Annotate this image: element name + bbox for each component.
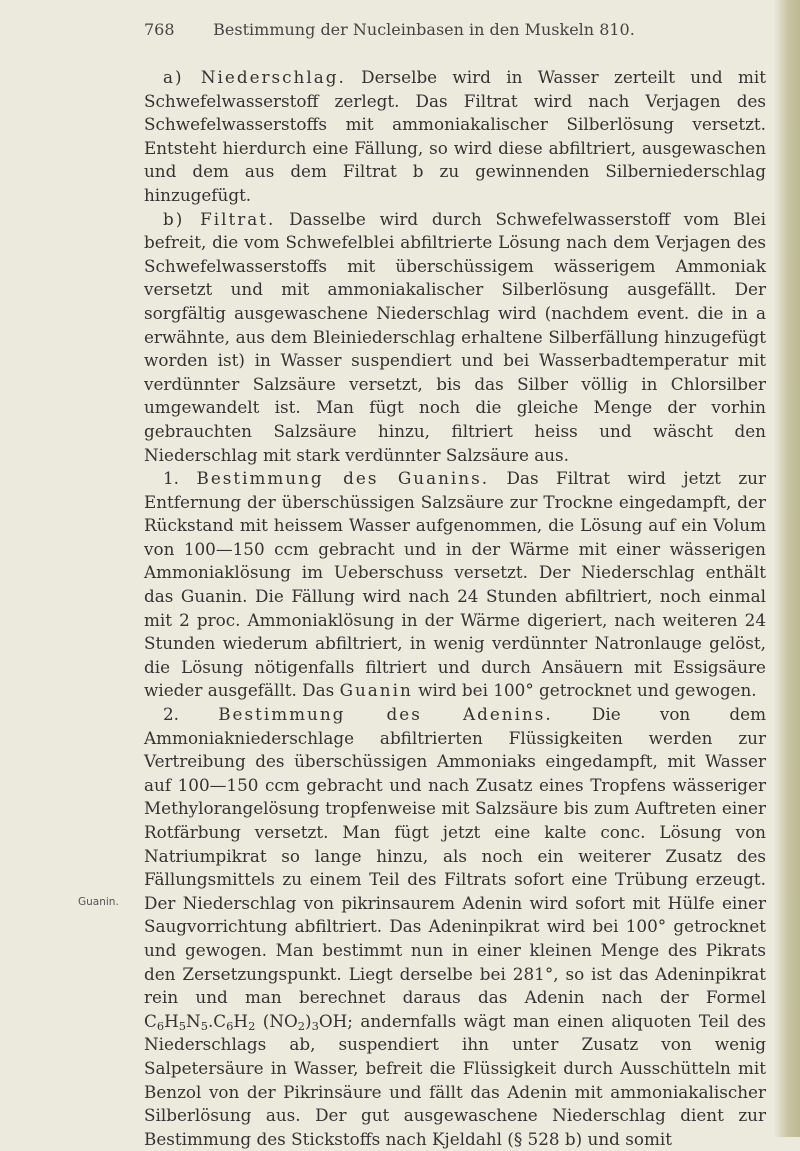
paragraph-text: ; andernfalls wägt man einen aliquoten Teil des Niederschlags ab, suspendiert ihn unter Zusatz von wenig Salpetersäure in Wasser, befreit die Flüssigkeit durch Ausschütteln mit Benzol von der Pikrinsäure und fällt das Adenin mit ammoniakalischer Silberlösung aus. Der gut ausgewaschene Niederschlag dient zur Bestimmung des Stickstoffs nach Kjeldahl (§ 528 b) und somit — [144, 1010, 767, 1149]
paragraph-guanin — [144, 467, 766, 703]
margin-note-guanin: Guanin. — [78, 896, 119, 908]
chemical-formula: $C_6H_5N_5.C_6H_2$ $(NO_2)_3OH$ — [144, 1010, 348, 1033]
paragraph-text: Das Filtrat wird jetzt zur Entfernung der überschüssigen Salzsäure zur Trockne eingedampft, der Rückstand mit heissem Wasser aufgenommen, die Lösung auf ein Volum von 100—150 ccm gebracht und in der Wärme mit einer wässerigen Ammoniaklösung im Ueberschuss versetzt. Der Niederschlag enthält das Guanin. Die Fällung wird nach 24 Stunden abfiltriert, noch einmal mit 2 proc. Ammoniaklösung in der Wärme digeriert, nach weiteren 24 Stunden wiederum abfiltriert, in wenig verdünnter Natronlauge gelöst, die Lösung nötigenfalls filtriert und durch Ansäuern mit Essigsäure wieder ausgefällt. Das — [144, 468, 766, 701]
paragraph-niederschlag — [144, 66, 766, 208]
paragraph-text: Dasselbe wird durch Schwefelwasserstoff vom Blei befreit, die vom Schwefelblei abfiltrierte Lösung nach dem Verjagen des Schwefelwasserstoffs mit überschüssigem wässerigem Ammoniak versetzt und mit ammoniakalischer Silberlösung ausgefällt. Der sorgfältig ausgewaschene Niederschlag wird (nachdem event. die in a erwähnte, aus dem Bleiniederschlag erhaltene Silberfällung hinzugefügt worden ist) in Wasser suspendiert und bei Wasserbadtemperatur mit verdünnter Salzsäure versetzt, bis das Silber völlig in Chlorsilber umgewandelt ist. Man fügt noch die gleiche Menge der vorhin gebrauchten Salzsäure hinzu, filtriert heiss und wäscht den Niederschlag mit stark verdünnter Salzsäure aus. — [144, 208, 766, 465]
paragraph-label: a) Niederschlag. — [163, 67, 346, 87]
paragraph-text: Die von dem Ammoniakniederschlage abfiltrierten Flüssigkeiten werden zur Vertreibung des überschüssigen Ammoniaks eingedampft, mit Wasser auf 100—150 ccm gebracht und nach Zusatz eines Tropfens wässeriger Methylorangelösung tropfenweise mit Salzsäure bis zum Auftreten einer Rotfärbung versetzt. Man fügt jetzt eine kalte conc. Lösung von Natriumpikrat so lange hinzu, als noch ein weiterer Zusatz des Fällungsmittels zu einem Teil des Filtrats sofort eine Trübung erzeugt. Der Niederschlag von pikrinsaurem Adenin wird sofort mit Hülfe einer Saugvorrichtung abfiltriert. Das Adeninpikrat wird bei 100° getrocknet und gewogen. Man bestimmt nun in einer kleinen Menge des Pikrats den Zersetzungspunkt. Liegt derselbe bei 281°, so ist das Adeninpikrat rein und man berechnet daraus das Adenin nach der Formel — [144, 704, 766, 1008]
emphasis-guanin: Guanin — [339, 680, 413, 701]
running-title: Bestimmung der Nucleinbasen in den Muskeln 810. — [213, 20, 635, 39]
paragraph-label: b) Filtrat. — [163, 208, 276, 229]
page-number: 768 — [144, 20, 175, 39]
paragraph-adenin — [144, 703, 766, 1151]
section-heading: Bestimmung des Guanins. — [196, 468, 490, 489]
paragraph-text: wird bei 100° getrocknet und gewogen. — [412, 680, 757, 701]
section-number: 1. — [163, 468, 180, 489]
running-header — [144, 20, 704, 42]
section-number: 2. — [163, 704, 180, 725]
page-edge-shadow — [774, 0, 800, 1137]
section-heading: Bestimmung des Adenins. — [218, 704, 553, 725]
body-text — [144, 66, 766, 1151]
paragraph-filtrat — [144, 208, 766, 468]
paragraph-text: Derselbe wird in Wasser zerteilt und mit Schwefelwasserstoff zerlegt. Das Filtrat wird nach Verjagen des Schwefelwasserstoffs mit ammoniakalischer Silberlösung versetzt. Entsteht hierdurch eine Fällung, so wird diese abfiltriert, ausgewaschen und dem aus dem Filtrat b zu gewinnenden Silberniederschlag hinzugefügt. — [144, 67, 766, 205]
